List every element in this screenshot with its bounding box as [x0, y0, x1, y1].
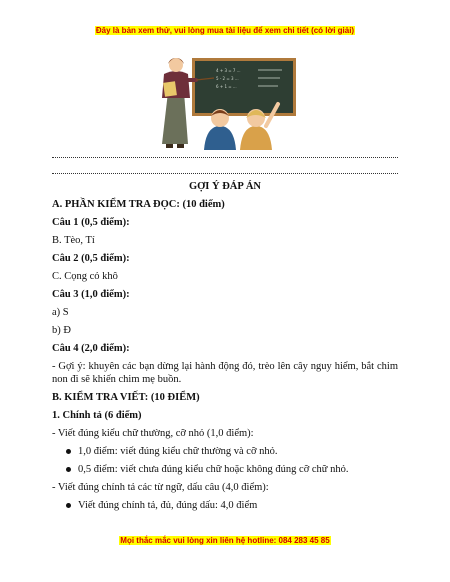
criteria-bullet-2: 0,5 điểm: viết chưa đúng kiểu chữ hoặc không đúng cỡ chữ nhỏ. [52, 463, 398, 476]
question-2-answer: C. Cọng cỏ khô [52, 271, 118, 282]
teacher-classroom-illustration [150, 52, 300, 150]
question-3-answer-a: a) S [52, 307, 69, 318]
section-b-heading: B. KIỂM TRA VIẾT: (10 ĐIỂM) [52, 392, 200, 403]
hotline-text: Mọi thắc mắc vui lòng xin liên hệ hotline: 084 283 45 85 [120, 536, 330, 545]
question-4-heading: Câu 4 (2,0 điểm): [52, 343, 130, 354]
board-line-1: 4 + 3 = 7 ... [216, 68, 241, 73]
criteria-bullet-3: Viết đúng chính tả, đủ, đúng dấu: 4,0 điểm [52, 499, 398, 512]
question-2-heading: Câu 2 (0,5 điểm): [52, 253, 130, 264]
question-4-answer: - Gợi ý: khuyên các bạn dừng lại hành động đó, trèo lên cây nguy hiểm, bắt chim non đi sẽ khiến chim mẹ buồn. [52, 361, 398, 385]
part-1-heading: 1. Chính tả (6 điểm) [52, 410, 142, 421]
dotted-divider [52, 173, 398, 174]
preview-notice-text: Đây là bản xem thử, vui lòng mua tài liệu để xem chi tiết (có lời giải) [95, 26, 355, 35]
criteria-line-1: - Viết đúng kiểu chữ thường, cỡ nhỏ (1,0 điểm): [52, 428, 254, 439]
criteria-line-2: - Viết đúng chính tả các từ ngữ, dấu câu (4,0 điểm): [52, 482, 269, 493]
board-line-3: 6 + 1 = ... [216, 84, 237, 89]
preview-notice-banner [0, 26, 450, 35]
dotted-divider [52, 157, 398, 158]
question-3-heading: Câu 3 (1,0 điểm): [52, 289, 130, 300]
question-3-answer-b: b) Đ [52, 325, 71, 336]
question-1-heading: Câu 1 (0,5 điểm): [52, 217, 130, 228]
question-1-answer: B. Tèo, Tí [52, 235, 95, 246]
criteria-bullet-1: 1,0 điểm: viết đúng kiểu chữ thường và cỡ nhỏ. [52, 445, 398, 458]
board-line-2: 5 - 2 = 3 ... [216, 76, 239, 81]
answer-key-content [52, 180, 398, 517]
hotline-banner [0, 536, 450, 545]
section-a-heading: A. PHẦN KIỂM TRA ĐỌC: (10 điểm) [52, 199, 225, 210]
document-title: GỢI Ý ĐÁP ÁN [188, 181, 262, 192]
